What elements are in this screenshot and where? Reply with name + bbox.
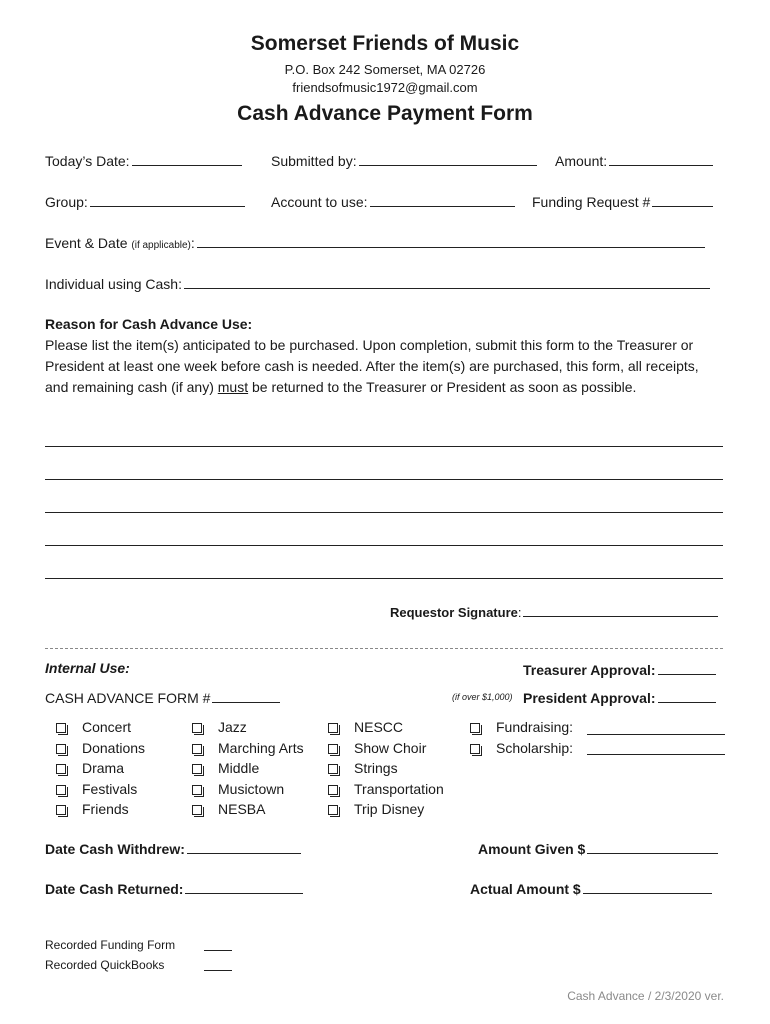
reason-line-3[interactable] xyxy=(45,512,723,513)
checkbox-label: Marching Arts xyxy=(218,739,304,756)
checkbox-column-4 xyxy=(470,717,573,758)
event-date-label: Event & Date xyxy=(45,235,128,251)
group-line xyxy=(90,192,245,207)
checkbox-label: Concert xyxy=(82,719,132,735)
checkbox-item[interactable] xyxy=(192,779,304,800)
checkbox-item[interactable] xyxy=(192,799,304,820)
checkbox-label: NESBA xyxy=(218,801,266,817)
checkbox-label: Jazz xyxy=(218,719,247,735)
event-date-field[interactable] xyxy=(45,233,705,251)
scholarship-line[interactable] xyxy=(587,754,725,755)
checkbox-label: Donations xyxy=(82,739,146,756)
amount-given-label: Amount Given $ xyxy=(478,841,586,857)
treasurer-approval-line xyxy=(658,660,716,675)
form-title: Cash Advance Payment Form xyxy=(237,102,533,125)
checkbox-item[interactable] xyxy=(328,799,444,820)
date-cash-withdrew-field[interactable] xyxy=(45,839,301,857)
checkbox-icon[interactable] xyxy=(56,785,66,795)
checkbox-label: Festivals xyxy=(82,780,138,797)
organization-address: P.O. Box 242 Somerset, MA 02726 xyxy=(284,62,486,77)
event-date-colon: : xyxy=(190,235,195,251)
checkbox-item[interactable] xyxy=(470,738,573,759)
group-label: Group: xyxy=(45,194,88,210)
checkbox-label: Strings xyxy=(354,760,398,776)
submitted-by-line xyxy=(359,151,537,166)
reason-line-2[interactable] xyxy=(45,479,723,480)
checkbox-icon[interactable] xyxy=(328,744,338,754)
reason-instructions xyxy=(45,335,725,398)
checkbox-label: Transportation xyxy=(354,780,444,797)
recorded-quickbooks-line[interactable] xyxy=(204,970,232,971)
checkbox-item[interactable] xyxy=(328,717,444,738)
checkbox-icon[interactable] xyxy=(192,723,202,733)
date-cash-returned-label: Date Cash Returned: xyxy=(45,881,184,897)
todays-date-field[interactable] xyxy=(45,151,242,169)
todays-date-label: Today’s Date: xyxy=(45,153,130,169)
checkbox-column-3 xyxy=(328,717,444,820)
checkbox-item[interactable] xyxy=(328,738,444,759)
reason-line-1[interactable] xyxy=(45,446,723,447)
checkbox-column-2 xyxy=(192,717,304,820)
reason-text-2: be returned to the Treasurer or President as soon as possible. xyxy=(248,379,637,395)
fundraising-line[interactable] xyxy=(587,734,725,735)
checkbox-label: NESCC xyxy=(354,719,404,735)
footer-version: Cash Advance / 2/3/2020 ver. xyxy=(567,989,724,1003)
checkbox-icon[interactable] xyxy=(192,744,202,754)
cash-advance-form-number-line xyxy=(212,688,280,703)
amount-label: Amount: xyxy=(555,153,608,169)
todays-date-line xyxy=(132,151,242,166)
checkbox-item[interactable] xyxy=(56,717,145,738)
checkbox-label: Trip Disney xyxy=(354,801,425,817)
section-divider xyxy=(45,648,723,649)
reason-line-4[interactable] xyxy=(45,545,723,546)
checkbox-icon[interactable] xyxy=(192,805,202,815)
individual-line xyxy=(184,274,710,289)
checkbox-label: Friends xyxy=(82,801,129,817)
checkbox-icon[interactable] xyxy=(470,744,480,754)
organization-email: friendsofmusic1972@gmail.com xyxy=(292,80,478,95)
recorded-funding-form-line[interactable] xyxy=(204,950,232,951)
reason-text-1: Please list the item(s) anticipated to be purchased. Upon completion, submit this form to the Treasurer or President at least one week before cash is needed. After the item(s) are purchased, this form, all receipts, and remaining cash (if any) xyxy=(45,337,699,395)
reason-must: must xyxy=(217,379,249,395)
checkbox-icon[interactable] xyxy=(328,764,338,774)
checkbox-item[interactable] xyxy=(56,758,145,779)
checkbox-item[interactable] xyxy=(192,738,304,759)
submitted-by-label: Submitted by: xyxy=(271,153,357,169)
checkbox-icon[interactable] xyxy=(470,723,480,733)
reason-line-5[interactable] xyxy=(45,578,723,579)
checkbox-label: Musictown xyxy=(218,780,285,797)
checkbox-icon[interactable] xyxy=(192,764,202,774)
event-date-note: (if applicable) xyxy=(131,240,191,251)
checkbox-item[interactable] xyxy=(56,779,145,800)
checkbox-label: Fundraising: xyxy=(496,719,574,735)
amount-field[interactable] xyxy=(555,151,713,169)
date-cash-withdrew-label: Date Cash Withdrew: xyxy=(45,841,185,857)
checkbox-label: Scholarship: xyxy=(496,739,574,756)
checkbox-label: Show Choir xyxy=(354,739,427,756)
checkbox-icon[interactable] xyxy=(328,805,338,815)
checkbox-column-1 xyxy=(56,717,145,820)
organization-name: Somerset Friends of Music xyxy=(250,32,520,55)
date-cash-returned-field[interactable] xyxy=(45,879,303,897)
treasurer-approval-label: Treasurer Approval: xyxy=(523,662,656,678)
funding-request-label: Funding Request # xyxy=(532,194,651,210)
checkbox-icon[interactable] xyxy=(56,764,66,774)
account-field[interactable] xyxy=(271,192,515,210)
checkbox-icon[interactable] xyxy=(328,723,338,733)
president-approval-label: President Approval: xyxy=(523,690,656,706)
reason-heading: Reason for Cash Advance Use: xyxy=(45,316,253,332)
submitted-by-field[interactable] xyxy=(271,151,537,169)
checkbox-item[interactable] xyxy=(56,738,145,759)
cash-advance-form-number-field[interactable] xyxy=(45,688,280,706)
event-date-line xyxy=(197,233,705,248)
checkbox-icon[interactable] xyxy=(328,785,338,795)
requestor-signature-colon: : xyxy=(517,605,522,620)
recorded-quickbooks-label: Recorded QuickBooks xyxy=(45,958,165,972)
actual-amount-label: Actual Amount $ xyxy=(470,881,581,897)
checkbox-icon[interactable] xyxy=(56,723,66,733)
amount-given-field[interactable] xyxy=(478,839,718,857)
actual-amount-line xyxy=(583,879,712,894)
if-over-note: (if over $1,000) xyxy=(452,692,513,702)
date-cash-returned-line xyxy=(185,879,303,894)
checkbox-icon[interactable] xyxy=(192,785,202,795)
checkbox-item[interactable] xyxy=(328,779,444,800)
checkbox-label: Drama xyxy=(82,760,125,776)
internal-use-heading: Internal Use: xyxy=(45,660,130,676)
checkbox-icon[interactable] xyxy=(56,805,66,815)
checkbox-item[interactable] xyxy=(56,799,145,820)
funding-request-line xyxy=(652,192,713,207)
checkbox-item[interactable] xyxy=(192,717,304,738)
cash-advance-form-number-label: CASH ADVANCE FORM # xyxy=(45,690,211,706)
requestor-signature-line xyxy=(523,602,718,617)
checkbox-item[interactable] xyxy=(470,717,573,738)
individual-label: Individual using Cash: xyxy=(45,276,182,292)
funding-request-field[interactable] xyxy=(532,192,713,210)
treasurer-approval-field[interactable] xyxy=(523,660,716,678)
president-approval-line xyxy=(658,688,716,703)
date-cash-withdrew-line xyxy=(187,839,301,854)
requestor-signature-label: Requestor Signature xyxy=(390,605,518,620)
recorded-funding-form-label: Recorded Funding Form xyxy=(45,938,176,952)
account-line xyxy=(370,192,515,207)
checkbox-item[interactable] xyxy=(328,758,444,779)
checkbox-item[interactable] xyxy=(192,758,304,779)
account-label: Account to use: xyxy=(271,194,368,210)
amount-given-line xyxy=(587,839,718,854)
checkbox-label: Middle xyxy=(218,760,260,776)
checkbox-icon[interactable] xyxy=(56,744,66,754)
group-field[interactable] xyxy=(45,192,245,210)
amount-line xyxy=(609,151,713,166)
actual-amount-field[interactable] xyxy=(470,879,712,897)
individual-field[interactable] xyxy=(45,274,710,292)
president-approval-field[interactable] xyxy=(523,688,716,706)
requestor-signature-field[interactable] xyxy=(390,602,718,620)
